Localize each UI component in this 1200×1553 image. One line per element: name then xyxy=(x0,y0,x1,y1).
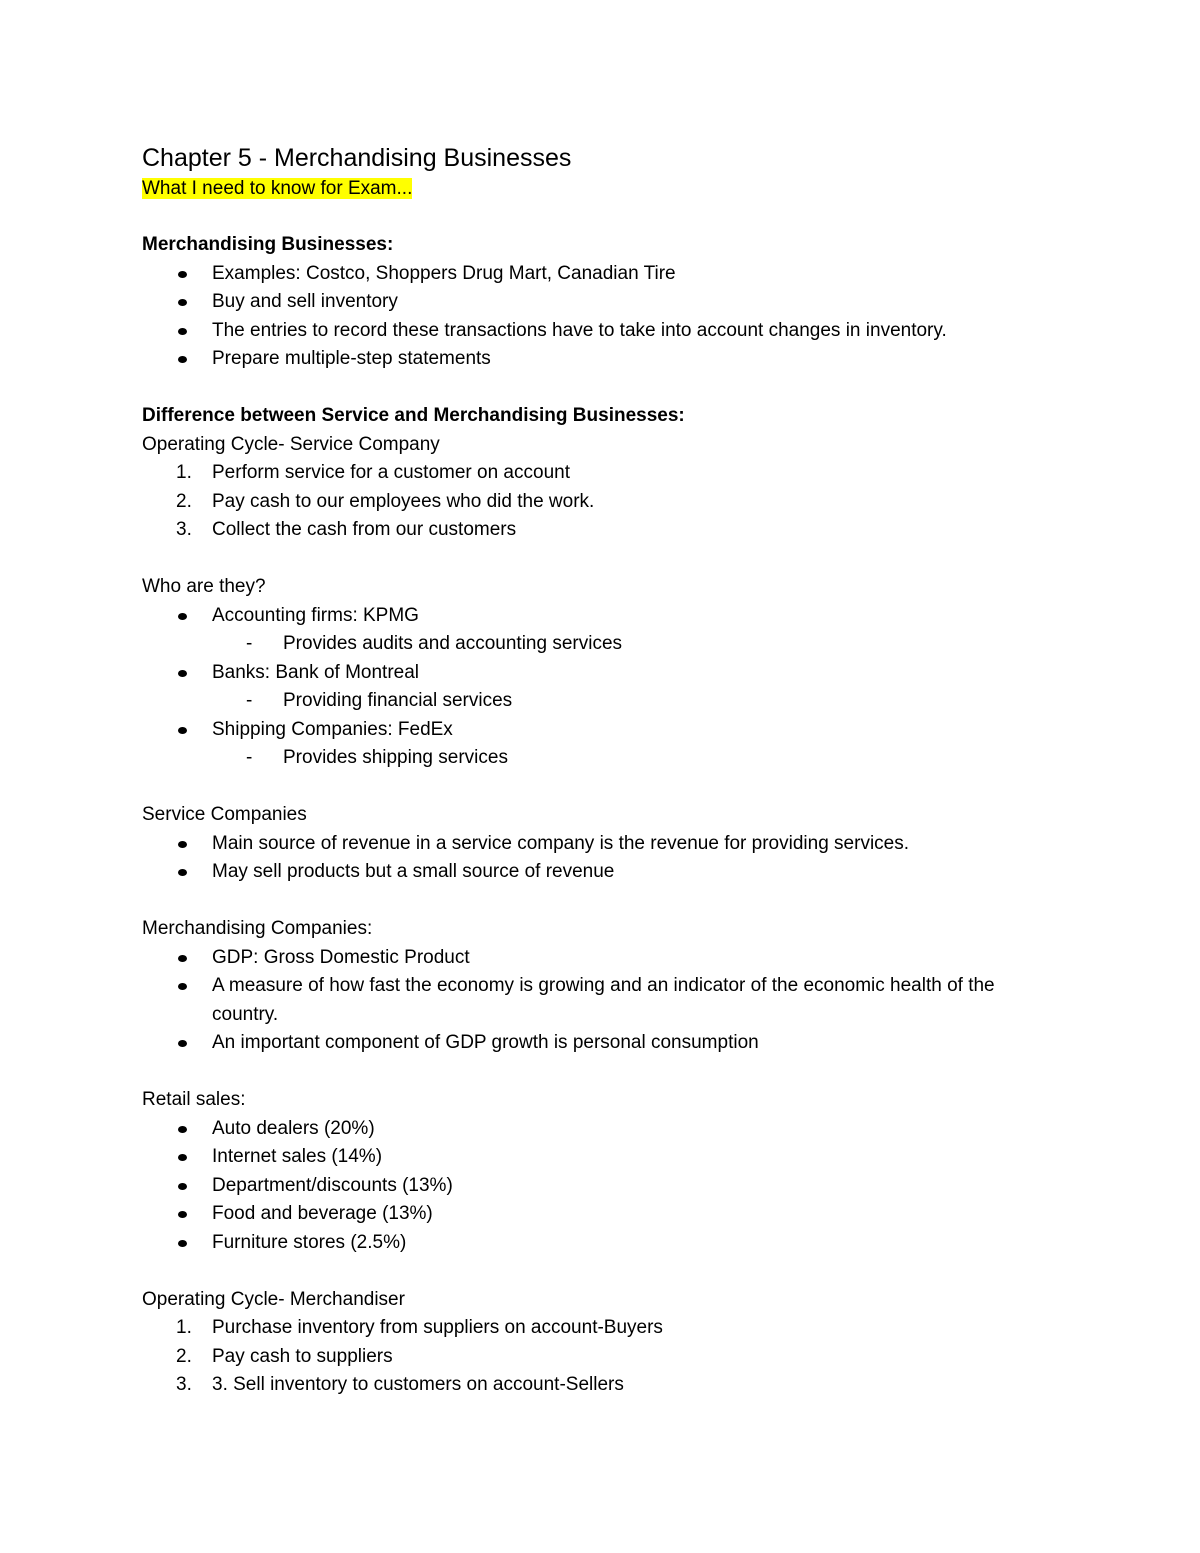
highlighted-subtitle-text: What I need to know for Exam... xyxy=(142,178,413,199)
bullet-icon xyxy=(178,1211,187,1218)
bullet-icon xyxy=(178,356,187,363)
spacer xyxy=(142,1257,1062,1286)
bullet-icon xyxy=(178,955,187,962)
list-item: 3. Collect the cash from our customers xyxy=(142,516,1062,545)
bullet-icon xyxy=(178,613,187,620)
list-number: 3. xyxy=(176,519,192,540)
dash-marker: - xyxy=(246,747,253,768)
dash-marker: - xyxy=(246,690,253,711)
list-item: The entries to record these transactions have to take into account changes in inventory. xyxy=(142,317,1062,346)
list-item: 1. Perform service for a customer on account xyxy=(142,459,1062,488)
spacer xyxy=(142,201,1062,231)
document-body xyxy=(142,142,1062,1400)
list-item: Main source of revenue in a service company is the revenue for providing services. xyxy=(142,830,1062,859)
list-number: 3. xyxy=(176,1374,192,1395)
list-item: Food and beverage (13%) xyxy=(142,1200,1062,1229)
sub-list-item: - Providing financial services xyxy=(142,687,1062,716)
spacer xyxy=(142,887,1062,916)
bullet-icon xyxy=(178,271,187,278)
service-cycle-label: Operating Cycle- Service Company xyxy=(142,433,440,455)
list-item: Furniture stores (2.5%) xyxy=(142,1229,1062,1258)
spacer xyxy=(142,1058,1062,1087)
list-item: Examples: Costco, Shoppers Drug Mart, Canadian Tire xyxy=(142,260,1062,289)
merchandising-companies-label: Merchandising Companies: xyxy=(142,918,373,939)
list-item: Auto dealers (20%) xyxy=(142,1115,1062,1144)
list-item: 2. Pay cash to our employees who did the work. xyxy=(142,488,1062,517)
bullet-icon xyxy=(178,299,187,306)
list-item: 1. Purchase inventory from suppliers on account-Buyers xyxy=(142,1314,1062,1343)
list-item: Shipping Companies: FedEx xyxy=(142,716,1062,745)
retail-sales-list xyxy=(142,1115,1062,1258)
list-item: A measure of how fast the economy is growing and an indicator of the economic health of the country. xyxy=(142,972,1062,1029)
spacer xyxy=(142,545,1062,574)
bullet-icon xyxy=(178,841,187,848)
merchandiser-cycle-label: Operating Cycle- Merchandiser xyxy=(142,1288,405,1310)
sub-list-item: - Provides audits and accounting services xyxy=(142,630,1062,659)
list-item: GDP: Gross Domestic Product xyxy=(142,944,1062,973)
merchandising-companies-list xyxy=(142,944,1062,1058)
service-company-examples-list xyxy=(142,602,1062,773)
list-item: Internet sales (14%) xyxy=(142,1143,1062,1172)
document-subtitle xyxy=(142,177,1062,201)
bullet-icon xyxy=(178,328,187,335)
list-number: 1. xyxy=(176,1317,192,1338)
spacer xyxy=(142,773,1062,802)
list-number: 2. xyxy=(176,490,192,512)
list-item: May sell products but a small source of revenue xyxy=(142,858,1062,887)
list-item: Prepare multiple-step statements xyxy=(142,345,1062,374)
merchandising-businesses-list xyxy=(142,260,1062,374)
bullet-icon xyxy=(178,1040,187,1047)
section-heading-difference: Difference between Service and Merchandising Businesses: xyxy=(142,405,685,426)
bullet-icon xyxy=(178,1126,187,1133)
service-companies-label: Service Companies xyxy=(142,804,307,825)
bullet-icon xyxy=(178,727,187,734)
list-item: An important component of GDP growth is personal consumption xyxy=(142,1029,1062,1058)
retail-sales-label: Retail sales: xyxy=(142,1089,246,1110)
service-cycle-steps xyxy=(142,459,1062,545)
bullet-icon xyxy=(178,1240,187,1247)
service-companies-list xyxy=(142,830,1062,887)
document-title: Chapter 5 - Merchandising Businesses xyxy=(142,144,572,172)
list-number: 2. xyxy=(176,1345,192,1367)
bullet-icon xyxy=(178,1183,187,1190)
section-heading-merchandising-businesses: Merchandising Businesses: xyxy=(142,234,394,255)
sub-list-item: - Provides shipping services xyxy=(142,744,1062,773)
dash-marker: - xyxy=(246,633,253,654)
list-item: Buy and sell inventory xyxy=(142,288,1062,317)
list-item: Banks: Bank of Montreal xyxy=(142,659,1062,688)
list-item: 3. 3. Sell inventory to customers on account-Sellers xyxy=(142,1371,1062,1400)
bullet-icon xyxy=(178,869,187,876)
spacer xyxy=(142,374,1062,403)
list-item: Department/discounts (13%) xyxy=(142,1172,1062,1201)
list-item: Accounting firms: KPMG xyxy=(142,602,1062,631)
bullet-icon xyxy=(178,670,187,677)
list-number: 1. xyxy=(176,462,192,483)
who-are-they-label: Who are they? xyxy=(142,576,266,597)
bullet-icon xyxy=(178,1154,187,1161)
list-item: 2. Pay cash to suppliers xyxy=(142,1343,1062,1372)
merchandiser-cycle-steps xyxy=(142,1314,1062,1400)
bullet-icon xyxy=(178,983,187,990)
